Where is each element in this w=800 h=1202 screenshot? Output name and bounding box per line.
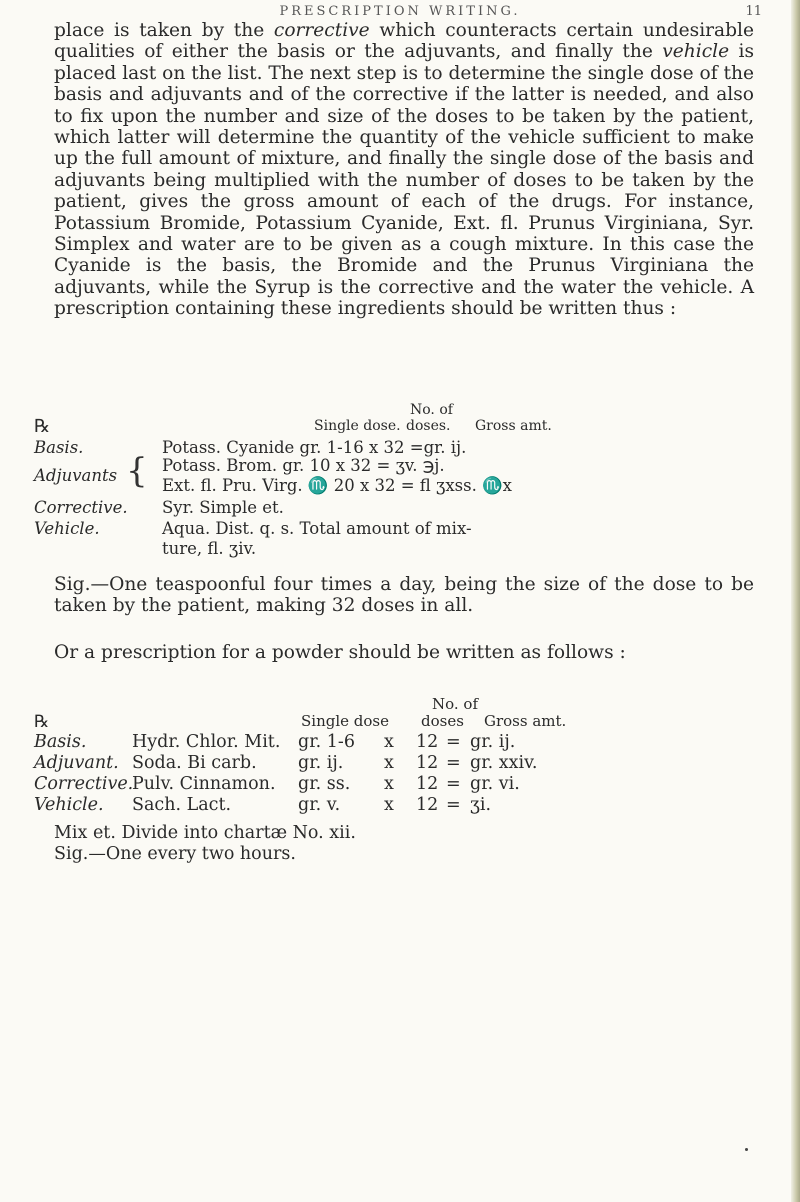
page-edge-shadow: [791, 0, 800, 1202]
mix-line: Mix et. Divide into chartæ No. xii.: [54, 823, 356, 843]
col-header-doses: doses.: [406, 418, 451, 434]
body-paragraph: [54, 20, 754, 320]
brace-icon: {: [126, 451, 148, 491]
rx2-row-drug: Hydr. Chlor. Mit.: [132, 732, 281, 752]
para-text-1: place is taken by the: [54, 20, 274, 41]
sig-paragraph-1: [54, 574, 754, 617]
rx2-row-eq: =: [446, 753, 461, 773]
running-title: PRESCRIPTION WRITING.: [279, 4, 521, 19]
para-italic-corrective: corrective: [273, 20, 370, 41]
powder-intro-text: Or a prescription for a powder should be written as follows :: [54, 642, 626, 663]
rx2-row-dose: gr. 1-6: [298, 732, 355, 752]
col2-header-single-dose: Single dose: [301, 712, 389, 730]
adjuvant-line-1: Potass. Brom. gr. 10 x 32 = ʒv. ℈j.: [162, 456, 445, 475]
rx2-row-count: 12: [416, 753, 439, 773]
rx2-row-label: Basis.: [34, 732, 87, 752]
col2-header-no-of: No. of: [432, 695, 479, 713]
rx2-symbol: ℞: [34, 712, 50, 732]
prescription-1: [34, 402, 774, 602]
col-header-gross: Gross amt.: [475, 418, 552, 434]
col2-header-doses: doses: [421, 712, 464, 730]
rx2-row-count: 12: [416, 795, 439, 815]
col-header-no-of: No. of: [410, 402, 453, 418]
rx2-row-x: x: [384, 732, 394, 752]
rx2-row-dose: gr. v.: [298, 795, 341, 815]
running-header: [0, 4, 800, 19]
adjuvants-label: Adjuvants: [34, 466, 118, 485]
rx2-row-label: Vehicle.: [34, 795, 104, 815]
rx2-row-gross: gr. ij.: [470, 732, 516, 752]
page-number: 11: [745, 4, 762, 19]
vehicle-line-2: ture, fl. ʒiv.: [162, 539, 257, 558]
corrective-line: Syr. Simple et.: [162, 498, 284, 517]
rx2-row-dose: gr. ij.: [298, 753, 344, 773]
adjuvant-line-2: Ext. fl. Pru. Virg. ♏ 20 x 32 = fl ʒxss. ♏x: [162, 476, 512, 495]
rx2-row-label: Adjuvant.: [34, 753, 119, 773]
prescription-2: [34, 695, 774, 864]
vehicle-line-1: Aqua. Dist. q. s. Total amount of mix-: [162, 519, 472, 538]
sig-line-2: Sig.—One every two hours.: [54, 844, 296, 864]
rx2-row-x: x: [384, 753, 394, 773]
powder-intro: [54, 642, 754, 663]
rx2-row-eq: =: [446, 774, 461, 794]
rx2-row-dose: gr. ss.: [298, 774, 351, 794]
vehicle-label: Vehicle.: [34, 519, 100, 538]
col2-header-gross: Gross amt.: [484, 712, 567, 730]
rx2-row-count: 12: [416, 732, 439, 752]
rx2-row-x: x: [384, 774, 394, 794]
rx2-row-drug: Pulv. Cinnamon.: [132, 774, 276, 794]
corrective-label: Corrective.: [34, 498, 128, 517]
rx-symbol: ℞: [34, 416, 51, 437]
sig1-text: Sig.—One teaspoonful four times a day, being the size of the dose to be taken by the patient, making 32 doses in all.: [54, 574, 754, 617]
rx2-row-label: Corrective.: [34, 774, 134, 794]
rx2-row-gross: gr. vi.: [470, 774, 520, 794]
basis-line: Potass. Cyanide gr. 1-16 x 32 =gr. ij.: [162, 438, 467, 457]
rx2-row-count: 12: [416, 774, 439, 794]
para-text-2: which counteracts certain undesirable qualities of either the basis or the adjuvants, and finally the: [54, 20, 754, 63]
para-italic-vehicle: vehicle: [662, 41, 730, 63]
rx2-row-gross: ʒi.: [470, 795, 492, 815]
para-text-3: is placed last on the list. The next step is to determine the single dose of the basis and adjuvants and of the corrective if the latter is needed, and also to fix upon the number and size of the doses to be taken by the patient, which latter will determine the quantity of the vehicle sufficient to make up the full amount of mixture, and finally the single dose of the basis and adjuvants being multiplied with the number of doses to be taken by the patient, gives the gross amount of each of the drugs. For instance, Potassium Bromide, Potassium Cyanide, Ext. fl. Prunus Virginiana, Syr. Simplex and water are to be given as a cough mixture. In this case the Cyanide is the basis, the Bromide and the Prunus Virginiana the adjuvants, while the Syrup is the corrective and the water the vehicle. A prescription containing these ingredients should be written thus :: [54, 41, 755, 320]
ink-speck: [745, 1148, 748, 1151]
rx2-row-drug: Sach. Lact.: [132, 795, 232, 815]
rx2-row-drug: Soda. Bi carb.: [132, 753, 257, 773]
col-header-single-dose: Single dose.: [314, 418, 401, 434]
rx2-row-gross: gr. xxiv.: [470, 753, 538, 773]
rx2-row-eq: =: [446, 795, 461, 815]
rx2-row-eq: =: [446, 732, 461, 752]
basis-label: Basis.: [34, 438, 84, 457]
rx2-row-x: x: [384, 795, 394, 815]
